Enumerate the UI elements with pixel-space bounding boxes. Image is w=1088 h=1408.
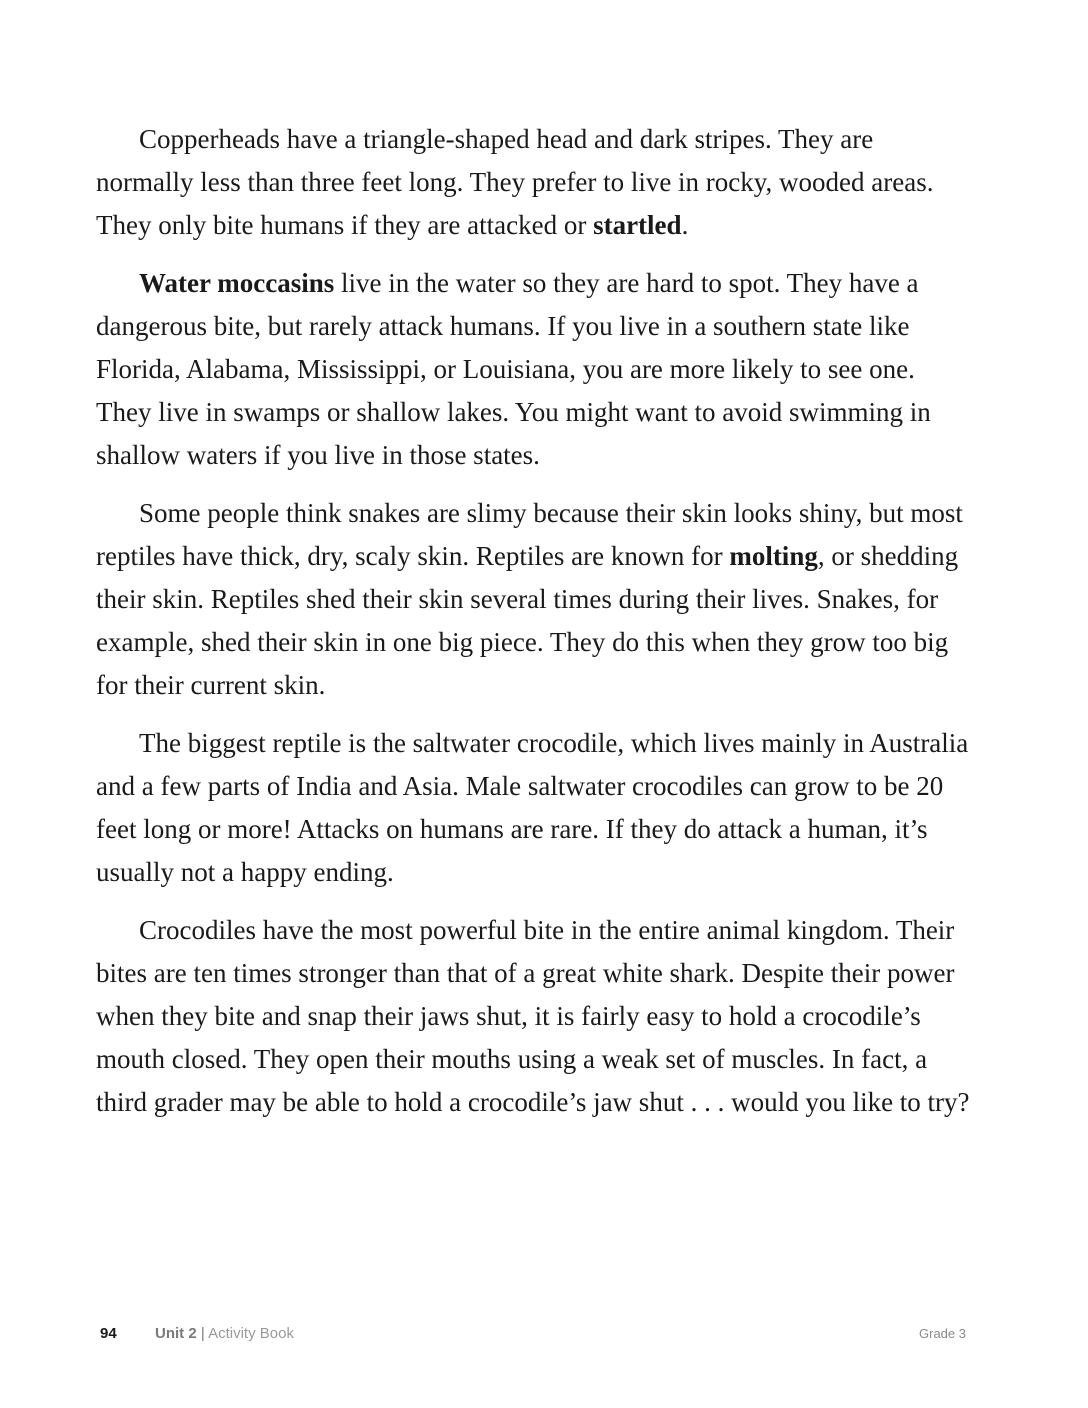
vocab-term-water-moccasins: Water moccasins [139, 268, 335, 298]
paragraph-text: . [681, 210, 689, 240]
article-body [96, 118, 976, 1139]
book-title: Activity Book [208, 1325, 294, 1342]
paragraph-text: The biggest reptile is the saltwater crocodile, which lives mainly in Australia and a few parts of India and Asia. Male saltwater crocodiles can grow to be 20 feet long or more! Attacks on humans are rare. If they do attack a human, it’s usually not a happy ending. [96, 728, 969, 887]
page-number: 94 [100, 1325, 117, 1342]
paragraph-text: live in the water so they are hard to spot. They have a dangerous bite, but rarely attack humans. If you live in a southern state like Florida, Alabama, Mississippi, or Louisiana, you are more likely to see one. They live in swamps or shallow lakes. You might want to avoid swimming in shallow waters if you live in those states. [96, 268, 931, 470]
paragraph-copperheads [96, 118, 976, 247]
paragraph-molting [96, 492, 976, 707]
grade-label: Grade 3 [919, 1326, 966, 1341]
vocab-term-startled: startled [593, 210, 682, 240]
paragraph-saltwater-crocodile [96, 722, 976, 894]
footer-separator: | [200, 1325, 205, 1342]
paragraph-text: Some people think snakes are slimy because their skin looks shiny, but most reptiles have thick, dry, scaly skin. Reptiles are known for [96, 498, 963, 571]
paragraph-water-moccasins [96, 262, 976, 477]
page-footer [96, 1322, 966, 1346]
paragraph-text: Crocodiles have the most powerful bite in the entire animal kingdom. Their bites are ten times stronger than that of a great white shark. Despite their power when they bite and snap their jaws shut, it is fairly easy to hold a crocodile’s mouth closed. They open their mouths using a weak set of muscles. In fact, a third grader may be able to hold a crocodile’s jaw shut . . . would you like to try? [96, 915, 970, 1117]
paragraph-text: , or shedding their skin. Reptiles shed their skin several times during their lives. Snakes, for example, shed their skin in one big piece. They do this when they grow too big for their current skin. [96, 541, 959, 700]
unit-info [155, 1322, 294, 1346]
paragraph-text: Copperheads have a triangle-shaped head and dark stripes. They are normally less than three feet long. They prefer to live in rocky, wooded areas. They only bite humans if they are attacked or [96, 124, 934, 240]
unit-label: Unit 2 [155, 1325, 197, 1342]
paragraph-crocodile-bite [96, 909, 976, 1124]
vocab-term-molting: molting [729, 541, 818, 571]
